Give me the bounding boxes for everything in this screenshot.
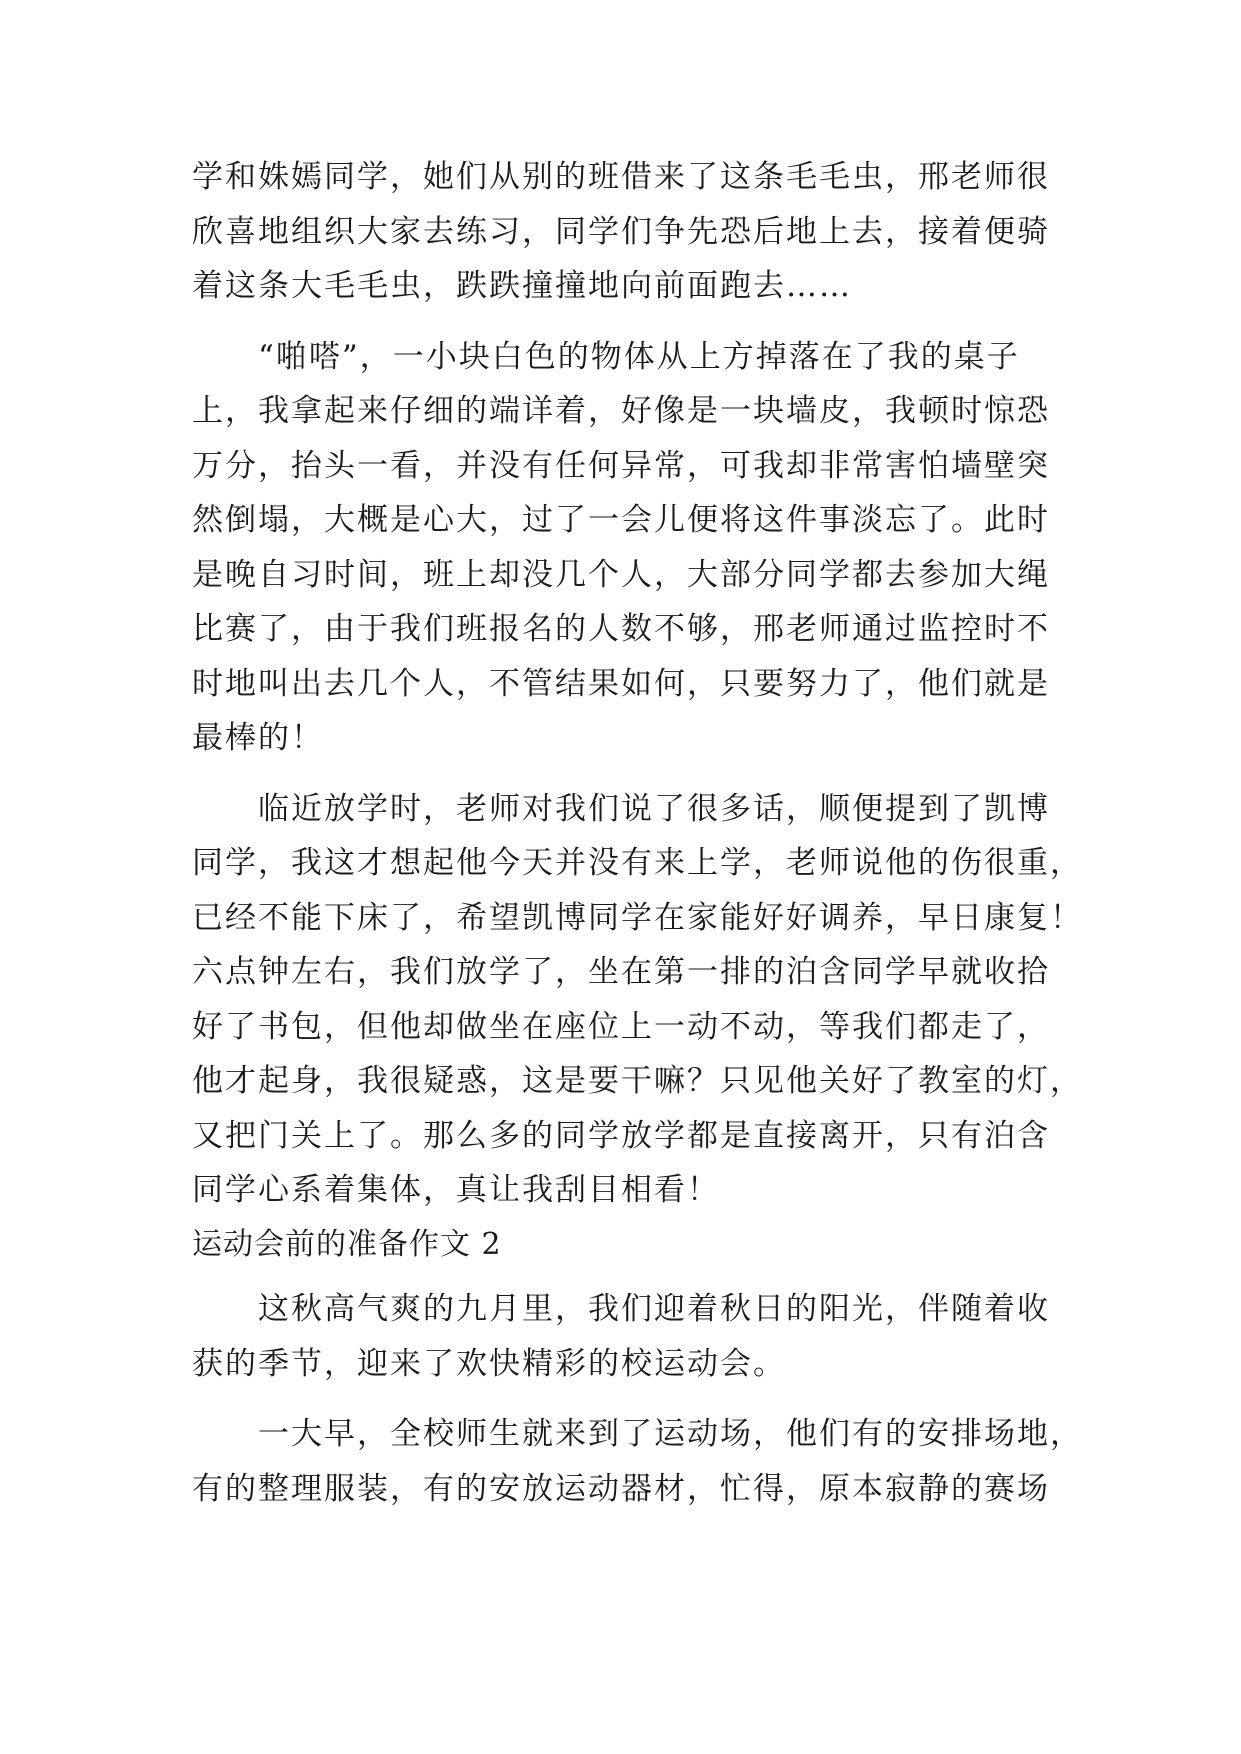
text-line: 已经不能下床了，希望凯博同学在家能好好调养，早日康复！ [192,899,1083,936]
paragraph [192,150,1062,314]
text-line: 上，我拿起来仔细的端详着，好像是一块墙皮，我顿时惊恐 [192,393,1050,429]
text-line: 这秋高气爽的九月里，我们迎着秋日的阳光，伴随着收 [192,1291,1050,1327]
text-line: “啪嗒”，一小块白色的物体从上方掉落在了我的桌子 [192,338,1020,375]
text-line: 然倒塌，大概是心大，过了一会儿便将这件事淡忘了。此时 [192,502,1050,538]
paragraph-gap [192,1272,1062,1282]
text-line: 时地叫出去几个人，不管结果如何，只要努力了，他们就是 [192,665,1050,702]
text-line: 比赛了，由于我们班报名的人数不够，邢老师通过监控时不 [192,611,1050,647]
section-title: 运动会前的准备作文 2 [192,1226,502,1262]
text-line: 学和姝嫣同学，她们从别的班借来了这条毛毛虫，邢老师很 [192,159,1050,195]
text-line: 同学心系着集体，真让我刮目相看！ [192,1172,720,1208]
paragraph [192,782,1083,1218]
document-body [192,150,1083,1516]
paragraph [192,330,1062,766]
text-line: 临近放学时，老师对我们说了很多话，顺便提到了凯博 [192,790,1050,827]
text-line: 又把门关上了。那么多的同学放学都是直接离开，只有泊含 [192,1117,1050,1154]
text-line: 有的整理服装，有的安放运动器材，忙得，原本寂静的赛场 [192,1470,1050,1507]
text-line: 欣喜地组织大家去练习，同学们争先恐后地上去，接着便骑 [192,213,1050,250]
text-line: 着这条大毛毛虫，跌跌撞撞地向前面跑去…… [192,268,852,304]
paragraph [192,1282,1062,1391]
text-line: 万分，抬头一看，并没有任何异常，可我却非常害怕墙壁突 [192,447,1050,484]
text-line: 好了书包，但他却做坐在座位上一动不动，等我们都走了， [192,1008,1050,1045]
text-line: 同学，我这才想起他今天并没有来上学，老师说他的伤很重， [192,845,1083,881]
text-line: 一大早，全校师生就来到了运动场，他们有的安排场地， [192,1416,1083,1452]
paragraph [192,1407,1083,1516]
text-line: 获的季节，迎来了欢快精彩的校运动会。 [192,1345,786,1382]
text-line: 他才起身，我很疑惑，这是要干嘛？只见他关好了教室的灯， [192,1063,1083,1099]
paragraph-gap [192,766,1062,782]
text-line: 六点钟左右，我们放学了，坐在第一排的泊含同学早就收拾 [192,954,1050,990]
text-line: 最棒的！ [192,720,324,756]
paragraph-gap [192,1391,1062,1407]
paragraph-gap [192,314,1062,330]
text-line: 是晚自习时间，班上却没几个人，大部分同学都去参加大绳 [192,556,1050,593]
